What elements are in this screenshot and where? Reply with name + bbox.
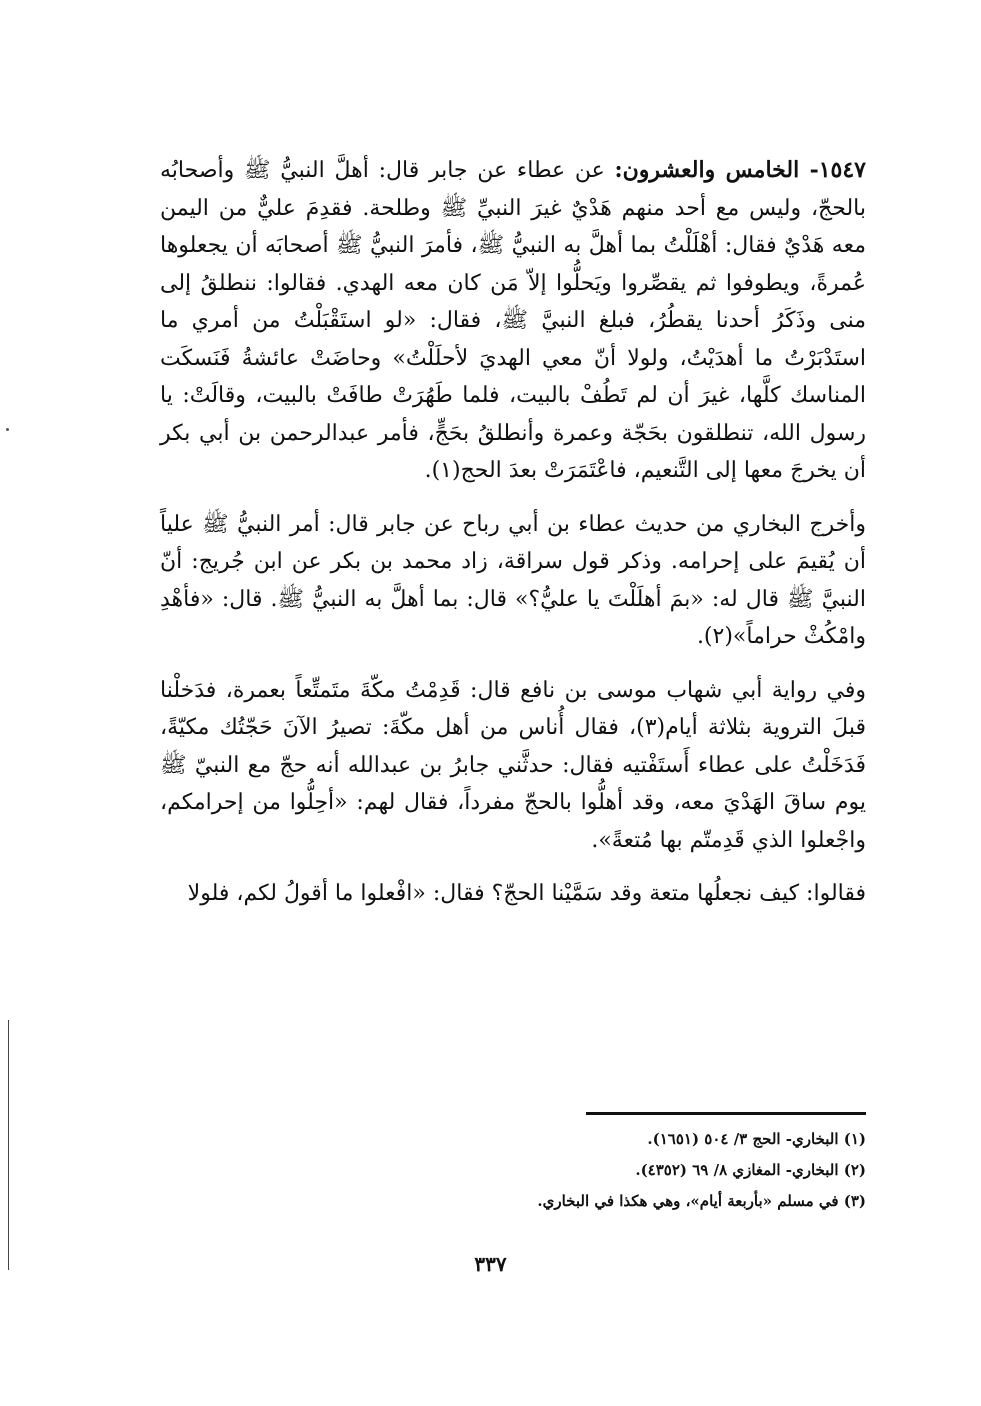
footnote-separator — [586, 1112, 866, 1115]
paragraph-text: عن عطاء عن جابر قال: أهلَّ النبيُّ ﷺ وأصحابُه بالحجّ، وليس مع أحد منهم هَدْيٌ غيرَ النبيِّ ﷺ وطلحة. فقدِمَ عليٌّ من اليمن معه هَدْيٌ فقال: أهْلَلْتُ بما أهلَّ به النبيُّ ﷺ، فأمرَ النبيُّ ﷺ أصحابَه أن يجعلوها عُمرةً، ويطوفوا ثم يقصِّروا ويَحلُّوا إلاّ مَن كان معه الهدي. فقالوا: ننطلقُ إلى منى وذَكَرُ أحدنا يقطُرُ، فبلغ النبيَّ ﷺ، فقال: «لو استَقْبَلْتُ من أمري ما استَدْبَرْتُ ما أهدَيْتُ، ولولا أنّ معي الهديَ لأحلَلْتُ» وحاضَتْ عائشةُ فَنَسكَت المناسك كلَّها، غيرَ أن لم تَطُفْ بالبيت، فلما طَهُرَتْ طافَتْ بالبيت، وقالَتْ: يا رسول الله، تنطلقون بحَجّة وعمرة وأنطلقُ بحَجٍّ، فأمر عبدالرحمن بن أبي بكر أن يخرجَ معها إلى التَّنعيم، فاعْتَمَرَتْ بعدَ الحج(١). — [160, 158, 867, 483]
scan-edge-line — [8, 1020, 9, 1270]
paragraph-text: وفي رواية أبي شهاب موسى بن نافع قال: قَدِمْتُ مكّةَ متَمتِّعاً بعمرة، فدَخلْنا قبلَ التروية بثلاثة أيام(٣)، فقال أُناس من أهل مكّةَ: تصيرُ الآنَ حَجّتُك مكيّةً، فَدَخَلْتُ على عطاء أَستَفْتيه فقال: حدثَّني جابرُ بن عبدالله أنه حجّ مع النبيّ ﷺ يوم ساقَ الهَدْيَ معه، وقد أهلُّوا بالحجّ مفرداً، فقال لهم: «أحِلُّوا من إحرامكم، واجْعلوا الذي قَدِمتّم بها مُتعةً». — [160, 677, 866, 853]
paragraph-bukhari — [160, 506, 866, 656]
footnote-1: (١) البخاري- الحج ٣/ ٥٠٤ (١٦٥١). — [647, 1130, 866, 1148]
footnote-2: (٢) البخاري- المغازي ٨/ ٦٩ (٤٣٥٢). — [635, 1161, 866, 1179]
paragraph-continuation — [160, 875, 866, 913]
footnotes — [300, 1124, 866, 1217]
scan-speck — [6, 428, 9, 431]
main-text — [160, 152, 866, 913]
hadith-number-heading: ١٥٤٧- الخامس والعشرون: — [614, 157, 866, 183]
paragraph-abu-shihab — [160, 672, 866, 860]
page-number: ٣٣٧ — [474, 1252, 507, 1276]
footnote-3: (٣) في مسلم «بأربعة أيام»، وهي هكذا في البخاري. — [537, 1192, 866, 1210]
paragraph-1547 — [160, 152, 866, 490]
paragraph-text: فقالوا: كيف نجعلُها متعة وقد سَمَّيْنا الحجّ؟ فقال: «افْعلوا ما أقولُ لكم، فلولا — [187, 881, 866, 906]
paragraph-text: وأخرج البخاري من حديث عطاء بن أبي رباح عن جابر قال: أمر النبيُّ ﷺ علياً أن يُقيمَ على إحرامه. وذكر قول سراقة، زاد محمد بن بكر عن ابن جُريج: أنّ النبيَّ ﷺ قال له: «بمَ أهلَلْتَ يا عليُّ؟» قال: بما أهلَّ به النبيُّ ﷺ. قال: «فأهْدِ وامْكُثْ حراماً»(٢). — [160, 511, 866, 649]
